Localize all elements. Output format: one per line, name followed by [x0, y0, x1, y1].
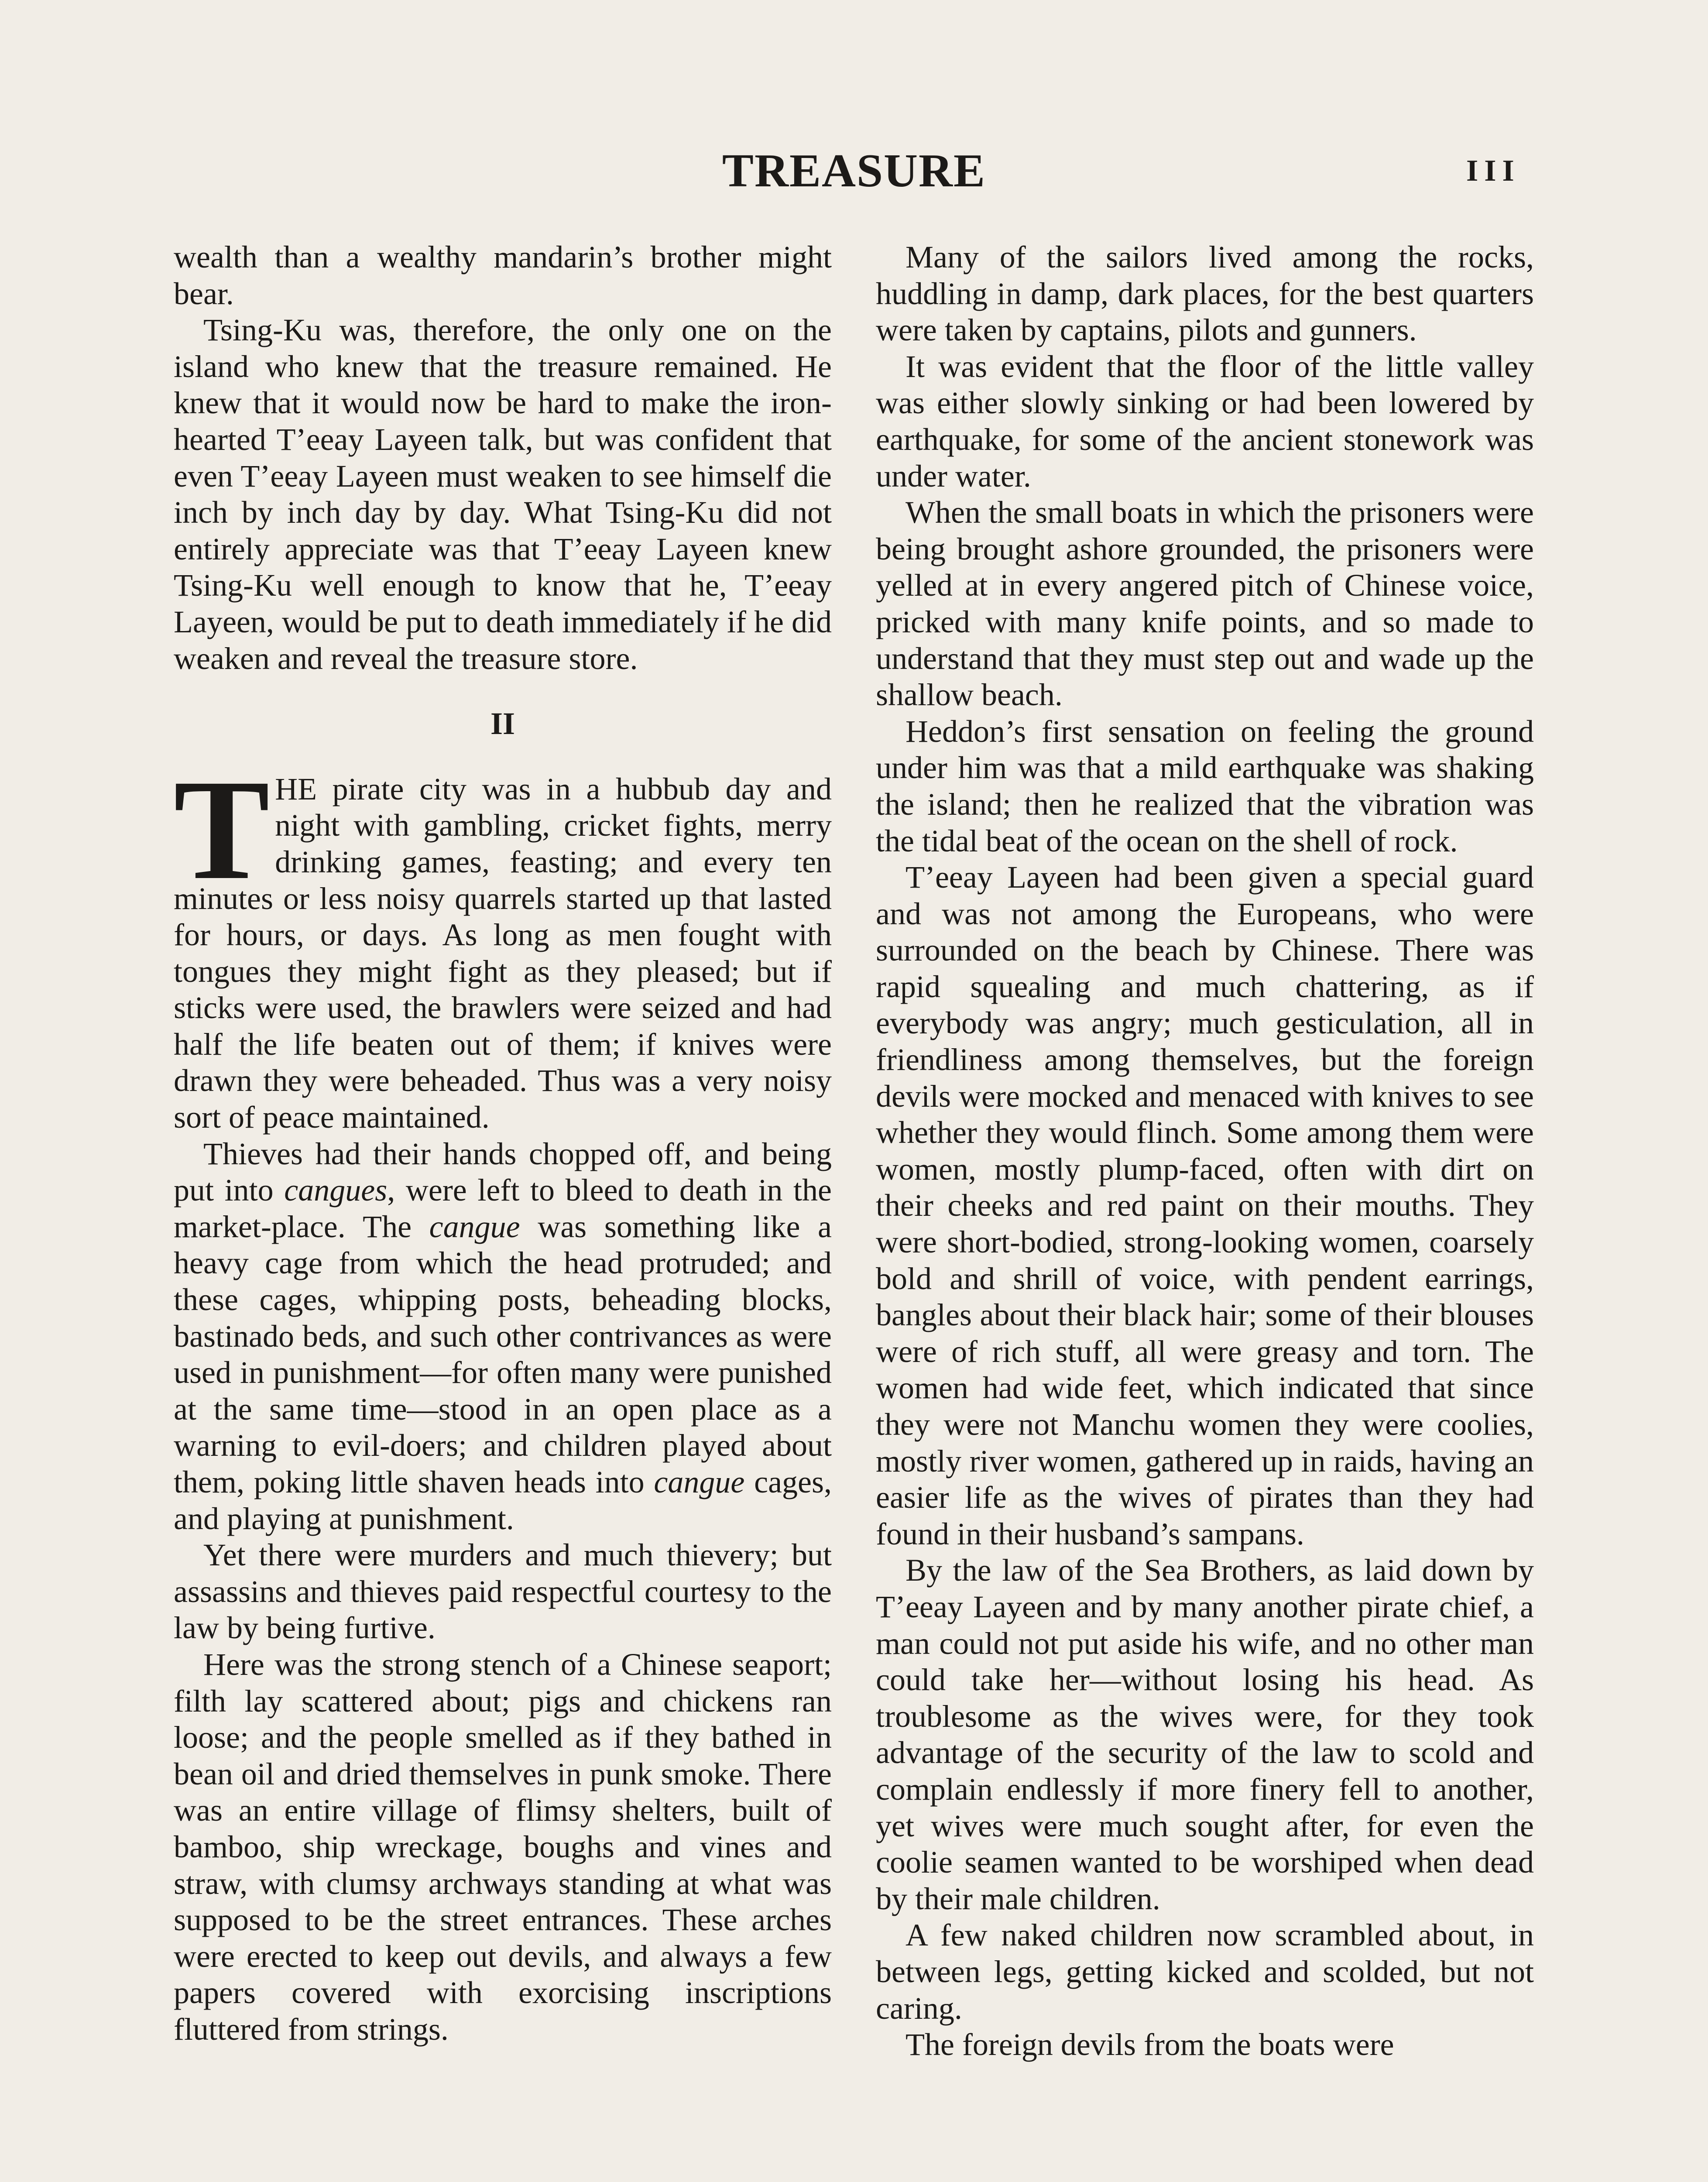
running-title: TREASURE: [722, 145, 986, 197]
page-number: III: [1466, 154, 1520, 188]
paragraph: Heddon’s first sensation on feeling the ground under him was that a mild earthquake was shaking the island; then he realized that the vibration was the tidal beat of the ocean on the shell of rock.: [876, 714, 1534, 858]
drop-cap: T: [174, 750, 270, 909]
paragraph-text: HE pirate city was in a hubbub day and night with gambling, cricket fights, merry drinking games, feasting; and every ten minutes or less noisy quarrels started up that lasted for hours, or days. As long as men fought with tongues they might fight as they pleased; but if sticks were used, the brawlers were seized and had half the life beaten out of them; if knives were drawn they were beheaded. Thus was a very noisy sort of peace maintained.: [174, 771, 832, 1135]
paragraph: Tsing-Ku was, therefore, the only one on the island who knew that the treasure remained. He knew that it would now be hard to make the iron-hearted T’eeay Layeen talk, but was confident that even T’eeay Layeen must weaken to see himself die inch by inch day by day. What Tsing-Ku did not entirely appreciate was that T’eeay Layeen knew Tsing-Ku well enough to know that he, T’eeay Layeen, would be put to death immediately if he did weaken and reveal the treasure store.: [174, 312, 832, 676]
italic-term: cangue: [429, 1209, 520, 1244]
paragraph: When the small boats in which the prisoners were being brought ashore grounded, the prisoners were yelled at in every angered pitch of Chinese voice, pricked with many knife points, and so made to understand that they must step out and wade up the shallow beach.: [876, 495, 1534, 713]
text-run: was something like a heavy cage from which the head protruded; and these cages, whipping posts, beheading blocks, bastinado beds, and such other contrivances as were used in punishment—for often many were punished at the same time—stood in an open place as a warning to evil-doers; and children played about them, poking little shaven heads into: [174, 1209, 832, 1499]
text-run: Thieves had their hands chopped off, and being put into: [174, 1136, 832, 1208]
paragraph: T’eeay Layeen had been given a special guard and was not among the Europeans, who were surrounded on the beach by Chinese. There was rapid squealing and much chattering, as if everybody was angry; much gesticulation, all in friendliness among themselves, but the foreign devils were mocked and menaced with knives to see whether they would flinch. Some among them were women, mostly plump-faced, often with dirt on their cheeks and red paint on their mouths. They were short-bodied, strong-looking women, coarsely bold and shrill of voice, with pendent earrings, bangles about their black hair; some of their blouses were of rich stuff, all were greasy and torn. The women had wide feet, which indicated that since they were not Manchu women they were coolies, mostly river women, gathered up in raids, having an easier life as the wives of pirates than they had found in their husband’s sampans.: [876, 860, 1534, 1551]
paragraph: By the law of the Sea Brothers, as laid down by T’eeay Layeen and by many another pirate chief, a man could not put aside his wife, and no other man could take her—without losing his head. As troublesome as the wives were, for they took advantage of the security of the law to scold and complain endlessly if more finery fell to another, yet wives were much sought after, for even the coolie seamen wanted to be worshiped when dead by their male children.: [876, 1553, 1534, 1916]
paragraph: [174, 1136, 832, 1537]
italic-term: cangue: [654, 1465, 745, 1499]
paragraph: It was evident that the floor of the little valley was either slowly sinking or had been lowered by earthquake, for some of the ancient stonework was under water.: [876, 349, 1534, 494]
paragraph: The foreign devils from the boats were: [905, 2027, 1394, 2062]
paragraph: Yet there were murders and much thievery; but assassins and thieves paid respectful courtesy to the law by being furtive.: [174, 1537, 832, 1646]
italic-term: cangues: [284, 1173, 388, 1208]
page-header: [0, 144, 1708, 205]
paragraph: Many of the sailors lived among the rocks, huddling in damp, dark places, for the best quarters were taken by captains, pilots and gunners.: [876, 240, 1534, 348]
text-run: cages, and playing at punishment.: [174, 1465, 832, 1536]
paragraph: A few naked children now scrambled about, in between legs, getting kicked and scolded, but not caring.: [876, 1918, 1534, 2026]
paragraph: wealth than a wealthy mandarin’s brother might bear.: [174, 240, 832, 311]
section-heading: II: [490, 706, 515, 741]
left-column: [174, 239, 832, 2048]
right-column: [876, 239, 1534, 2063]
paragraph: Here was the strong stench of a Chinese seaport; filth lay scattered about; pigs and chickens ran loose; and the people smelled as if they bathed in bean oil and dried themselves in punk smoke. There was an entire village of flimsy shelters, built of bamboo, ship wreckage, boughs and vines and straw, with clumsy archways standing at what was supposed to be the street entrances. These arches were erected to keep out devils, and always a few papers covered with exorcising inscriptions fluttered from strings.: [174, 1647, 832, 2047]
text-run: , were left to bleed to death in the market-place. The: [174, 1173, 832, 1244]
paragraph-with-dropcap: [174, 750, 832, 1136]
